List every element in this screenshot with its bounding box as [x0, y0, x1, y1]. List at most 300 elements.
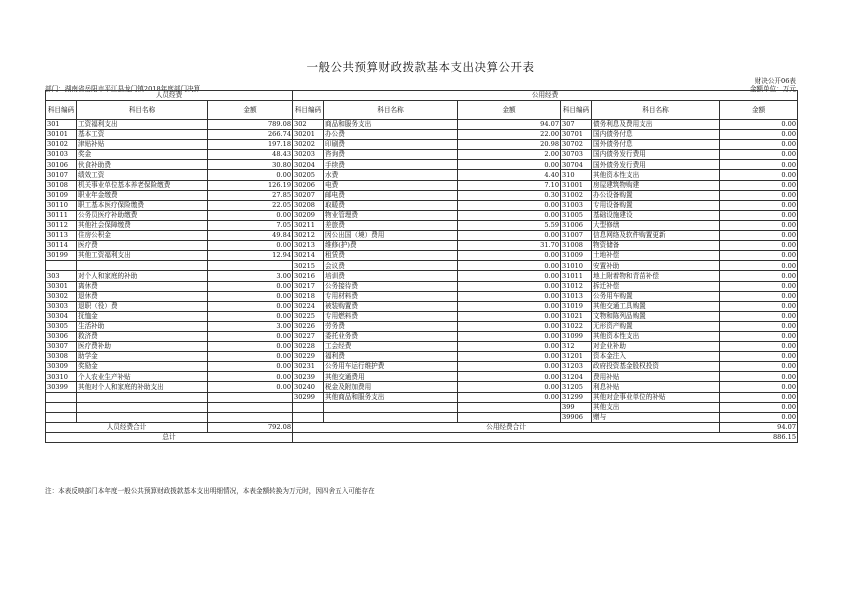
cell-amount: 0.00 [208, 382, 293, 392]
cell-code: 303 [46, 271, 77, 281]
header-amount: 金额 [458, 101, 561, 120]
cell-name: 租赁费 [324, 251, 458, 261]
cell-amount: 0.00 [720, 311, 798, 321]
cell-amount [208, 392, 293, 402]
cell-name: 物业管理费 [324, 210, 458, 220]
cell-code: 30201 [293, 130, 324, 140]
cell-amount: 0.00 [208, 210, 293, 220]
table-row [46, 170, 798, 180]
cell-amount: 0.00 [458, 321, 561, 331]
cell-amount: 0.00 [720, 120, 798, 130]
cell-code: 30205 [293, 170, 324, 180]
cell-code: 30225 [293, 311, 324, 321]
cell-name: 水费 [324, 170, 458, 180]
header-code: 科目编码 [293, 101, 324, 120]
cell-amount: 30.80 [208, 160, 293, 170]
cell-amount: 0.00 [208, 281, 293, 291]
cell-name: 绩效工资 [77, 170, 208, 180]
cell-amount: 0.00 [720, 352, 798, 362]
cell-amount: 0.00 [720, 291, 798, 301]
cell-name: 咨询费 [324, 150, 458, 160]
personnel-total-value: 792.08 [208, 422, 293, 432]
cell-name: 救济费 [77, 331, 208, 341]
cell-name: 其他工资福利支出 [77, 251, 208, 261]
cell-amount: 0.00 [720, 140, 798, 150]
cell-amount [208, 402, 293, 412]
cell-code [46, 412, 77, 422]
table-row [46, 271, 798, 281]
cell-amount: 0.00 [720, 190, 798, 200]
cell-name: 医疗费 [77, 241, 208, 251]
cell-name: 房屋建筑物购建 [592, 180, 720, 190]
cell-name: 公务用车购置 [592, 291, 720, 301]
cell-name: 其他对个人和家庭的补助支出 [77, 382, 208, 392]
cell-amount: 0.00 [720, 372, 798, 382]
cell-name: 职业年金缴费 [77, 190, 208, 200]
header-amount: 金额 [720, 101, 798, 120]
cell-code: 31099 [561, 331, 592, 341]
cell-amount: 789.08 [208, 120, 293, 130]
cell-code: 30212 [293, 231, 324, 241]
cell-code: 31012 [561, 281, 592, 291]
cell-name: 物资储备 [592, 241, 720, 251]
cell-name [77, 402, 208, 412]
header-name: 科目名称 [77, 101, 208, 120]
cell-name: 职工基本医疗保险缴费 [77, 200, 208, 210]
totals-row [46, 422, 798, 432]
cell-name: 国外债务发行费用 [592, 160, 720, 170]
cell-code: 307 [561, 120, 592, 130]
cell-name: 专用燃料费 [324, 311, 458, 321]
grand-total-value: 886.15 [293, 432, 798, 442]
cell-name: 专用材料费 [324, 291, 458, 301]
cell-name: 其他资本性支出 [592, 170, 720, 180]
cell-name: 劳务费 [324, 321, 458, 331]
cell-amount: 0.00 [458, 352, 561, 362]
cell-code: 30103 [46, 150, 77, 160]
cell-amount: 0.00 [458, 200, 561, 210]
cell-name: 对企业补助 [592, 342, 720, 352]
cell-code: 30307 [46, 342, 77, 352]
table-row [46, 231, 798, 241]
cell-code: 31204 [561, 372, 592, 382]
cell-code: 31005 [561, 210, 592, 220]
cell-amount: 3.00 [208, 321, 293, 331]
cell-code: 30211 [293, 220, 324, 230]
cell-code [46, 402, 77, 412]
cell-code: 30224 [293, 301, 324, 311]
table-row [46, 291, 798, 301]
cell-name: 办公设备购置 [592, 190, 720, 200]
table-row [46, 200, 798, 210]
cell-amount: 7.05 [208, 220, 293, 230]
cell-name: 土地补偿 [592, 251, 720, 261]
cell-code: 30203 [293, 150, 324, 160]
cell-code: 30199 [46, 251, 77, 261]
cell-amount: 0.00 [458, 392, 561, 402]
cell-amount: 2.00 [458, 150, 561, 160]
public-total-label: 公用经费合计 [293, 422, 720, 432]
cell-amount: 0.00 [720, 281, 798, 291]
cell-name: 会议费 [324, 261, 458, 271]
cell-code: 31021 [561, 311, 592, 321]
cell-name: 信息网络及软件购置更新 [592, 231, 720, 241]
cell-code: 30202 [293, 140, 324, 150]
table-row [46, 241, 798, 251]
cell-amount: 0.00 [458, 251, 561, 261]
table-row [46, 130, 798, 140]
cell-code: 31008 [561, 241, 592, 251]
cell-code: 31022 [561, 321, 592, 331]
cell-code: 30109 [46, 190, 77, 200]
cell-name: 公务员医疗补助缴费 [77, 210, 208, 220]
cell-code: 31002 [561, 190, 592, 200]
cell-amount: 0.00 [720, 362, 798, 372]
cell-name: 基本工资 [77, 130, 208, 140]
cell-name: 资本金注入 [592, 352, 720, 362]
cell-name: 津贴补贴 [77, 140, 208, 150]
cell-name: 印刷费 [324, 140, 458, 150]
cell-name: 医疗费补助 [77, 342, 208, 352]
cell-amount: 0.00 [458, 311, 561, 321]
cell-code: 30308 [46, 352, 77, 362]
cell-name: 对个人和家庭的补助 [77, 271, 208, 281]
cell-name: 电费 [324, 180, 458, 190]
cell-code: 30108 [46, 180, 77, 190]
table-row [46, 150, 798, 160]
cell-code: 30114 [46, 241, 77, 251]
cell-amount: 0.00 [458, 231, 561, 241]
cell-name [324, 402, 458, 412]
cell-amount [208, 412, 293, 422]
unit-label: 金额单位：万元 [749, 85, 796, 93]
table-row [46, 382, 798, 392]
cell-code: 30310 [46, 372, 77, 382]
cell-code: 30113 [46, 231, 77, 241]
cell-name: 邮电费 [324, 190, 458, 200]
cell-amount: 0.00 [720, 382, 798, 392]
cell-name: 国内债务付息 [592, 130, 720, 140]
cell-name: 公务用车运行维护费 [324, 362, 458, 372]
header-row-group [46, 91, 798, 101]
table-row [46, 160, 798, 170]
cell-code: 30399 [46, 382, 77, 392]
cell-amount: 0.00 [720, 241, 798, 251]
cell-code: 30215 [293, 261, 324, 271]
cell-code: 30701 [561, 130, 592, 140]
cell-name: 其他商品和服务支出 [324, 392, 458, 402]
footnote: 注：本表反映部门本年度一般公共预算财政拨款基本支出明细情况，本表金额转换为万元时，因四舍五入可能存在 [45, 487, 375, 495]
cell-amount: 0.00 [208, 362, 293, 372]
cell-code: 302 [293, 120, 324, 130]
cell-code: 30228 [293, 342, 324, 352]
table-row [46, 362, 798, 372]
public-total-value: 94.07 [720, 422, 798, 432]
cell-name: 文物和陈列品购置 [592, 311, 720, 321]
cell-amount: 22.00 [458, 130, 561, 140]
cell-amount [458, 412, 561, 422]
cell-amount: 12.94 [208, 251, 293, 261]
header-personnel: 人员经费 [46, 91, 293, 101]
cell-name: 维修(护)费 [324, 241, 458, 251]
cell-name: 其他支出 [592, 402, 720, 412]
table-row [46, 261, 798, 271]
header-amount: 金额 [208, 101, 293, 120]
cell-name: 其他交通费用 [324, 372, 458, 382]
cell-code: 30107 [46, 170, 77, 180]
cell-code: 30303 [46, 301, 77, 311]
cell-code: 30304 [46, 311, 77, 321]
header-name: 科目名称 [324, 101, 458, 120]
cell-name: 福利费 [324, 352, 458, 362]
cell-amount: 31.70 [458, 241, 561, 251]
cell-amount: 0.00 [720, 231, 798, 241]
cell-name: 因公出国（境）费用 [324, 231, 458, 241]
cell-code [293, 402, 324, 412]
table-row [46, 190, 798, 200]
cell-code: 30102 [46, 140, 77, 150]
cell-code: 31003 [561, 200, 592, 210]
table-row [46, 372, 798, 382]
table-row [46, 342, 798, 352]
cell-code: 31205 [561, 382, 592, 392]
cell-name: 手续费 [324, 160, 458, 170]
cell-code: 31201 [561, 352, 592, 362]
cell-code: 30704 [561, 160, 592, 170]
cell-code: 30305 [46, 321, 77, 331]
cell-code [293, 412, 324, 422]
cell-amount: 0.00 [208, 372, 293, 382]
cell-code: 312 [561, 342, 592, 352]
cell-name: 伙食补助费 [77, 160, 208, 170]
cell-amount: 0.00 [720, 170, 798, 180]
cell-amount: 0.00 [458, 342, 561, 352]
table-row [46, 321, 798, 331]
cell-amount: 20.98 [458, 140, 561, 150]
cell-name: 助学金 [77, 352, 208, 362]
cell-code: 30206 [293, 180, 324, 190]
cell-code: 30110 [46, 200, 77, 210]
table-row [46, 140, 798, 150]
personnel-total-label: 人员经费合计 [46, 422, 208, 432]
cell-code: 31006 [561, 220, 592, 230]
table-row [46, 251, 798, 261]
cell-name [77, 261, 208, 271]
cell-name: 债务利息及费用支出 [592, 120, 720, 130]
cell-amount: 0.00 [720, 342, 798, 352]
cell-amount: 0.00 [458, 261, 561, 271]
cell-code: 30309 [46, 362, 77, 372]
cell-name: 委托业务费 [324, 331, 458, 341]
cell-amount: 0.00 [208, 331, 293, 341]
cell-amount: 3.00 [208, 271, 293, 281]
cell-amount: 0.00 [720, 301, 798, 311]
cell-code: 31007 [561, 231, 592, 241]
cell-name: 被装购置费 [324, 301, 458, 311]
cell-name: 抚恤金 [77, 311, 208, 321]
cell-amount: 0.30 [458, 190, 561, 200]
cell-amount: 197.18 [208, 140, 293, 150]
cell-name: 工会经费 [324, 342, 458, 352]
cell-code: 31001 [561, 180, 592, 190]
cell-amount: 0.00 [720, 402, 798, 412]
cell-amount: 0.00 [720, 261, 798, 271]
cell-amount: 0.00 [208, 342, 293, 352]
cell-amount: 0.00 [458, 362, 561, 372]
cell-name: 工资福利支出 [77, 120, 208, 130]
table-row [46, 402, 798, 412]
table-row [46, 331, 798, 341]
header-name: 科目名称 [592, 101, 720, 120]
cell-name [324, 412, 458, 422]
cell-amount: 5.59 [458, 220, 561, 230]
cell-amount: 0.00 [720, 392, 798, 402]
table-row [46, 301, 798, 311]
cell-amount [458, 402, 561, 412]
cell-amount: 0.00 [458, 382, 561, 392]
cell-code: 30239 [293, 372, 324, 382]
cell-code [46, 261, 77, 271]
cell-code: 30217 [293, 281, 324, 291]
cell-amount: 0.00 [458, 271, 561, 281]
cell-code: 301 [46, 120, 77, 130]
cell-code: 30216 [293, 271, 324, 281]
cell-code: 30106 [46, 160, 77, 170]
cell-name: 地上附着物和青苗补偿 [592, 271, 720, 281]
cell-amount: 0.00 [720, 130, 798, 140]
cell-code: 30208 [293, 200, 324, 210]
cell-amount: 0.00 [720, 150, 798, 160]
cell-name: 取暖费 [324, 200, 458, 210]
header-public: 公用经费 [293, 91, 798, 101]
cell-amount: 0.00 [458, 372, 561, 382]
cell-name: 退职（役）费 [77, 301, 208, 311]
cell-name: 其他社会保障缴费 [77, 220, 208, 230]
table-row [46, 392, 798, 402]
cell-name [77, 392, 208, 402]
cell-name: 机关事业单位基本养老保险缴费 [77, 180, 208, 190]
table-row [46, 281, 798, 291]
cell-amount: 266.74 [208, 130, 293, 140]
cell-amount: 94.07 [458, 120, 561, 130]
cell-name: 办公费 [324, 130, 458, 140]
header-code: 科目编码 [561, 101, 592, 120]
cell-amount: 0.00 [458, 301, 561, 311]
table-row [46, 352, 798, 362]
cell-code: 30111 [46, 210, 77, 220]
cell-code: 30218 [293, 291, 324, 301]
cell-code: 30209 [293, 210, 324, 220]
cell-amount: 27.85 [208, 190, 293, 200]
cell-amount: 0.00 [720, 160, 798, 170]
cell-amount: 0.00 [208, 301, 293, 311]
cell-code: 310 [561, 170, 592, 180]
cell-amount: 0.00 [208, 170, 293, 180]
cell-code: 30227 [293, 331, 324, 341]
form-number: 财决公开06表 [754, 77, 796, 85]
page-title: 一般公共预算财政拨款基本支出决算公开表 [306, 60, 535, 74]
cell-name: 国内债务发行费用 [592, 150, 720, 160]
cell-code [46, 392, 77, 402]
cell-amount [208, 261, 293, 271]
cell-code: 30204 [293, 160, 324, 170]
table-row [46, 210, 798, 220]
cell-name: 专用设备购置 [592, 200, 720, 210]
table-row [46, 220, 798, 230]
cell-amount: 0.00 [720, 251, 798, 261]
cell-name: 无形资产购置 [592, 321, 720, 331]
cell-name: 生活补助 [77, 321, 208, 331]
cell-name: 培训费 [324, 271, 458, 281]
cell-code: 30240 [293, 382, 324, 392]
cell-code: 30226 [293, 321, 324, 331]
cell-amount: 0.00 [720, 271, 798, 281]
cell-name: 个人农业生产补贴 [77, 372, 208, 382]
cell-amount: 0.00 [208, 352, 293, 362]
cell-name: 奖励金 [77, 362, 208, 372]
cell-amount: 0.00 [458, 331, 561, 341]
cell-code: 30213 [293, 241, 324, 251]
cell-name: 其他资本性支出 [592, 331, 720, 341]
cell-amount: 0.00 [458, 210, 561, 220]
cell-amount: 0.00 [208, 311, 293, 321]
table-row [46, 311, 798, 321]
cell-name: 安置补助 [592, 261, 720, 271]
cell-amount: 4.40 [458, 170, 561, 180]
cell-code: 30302 [46, 291, 77, 301]
cell-code: 31013 [561, 291, 592, 301]
cell-code: 30207 [293, 190, 324, 200]
cell-name: 商品和服务支出 [324, 120, 458, 130]
cell-code: 30301 [46, 281, 77, 291]
cell-code: 39906 [561, 412, 592, 422]
cell-name: 差旅费 [324, 220, 458, 230]
cell-code: 30703 [561, 150, 592, 160]
cell-name: 退休费 [77, 291, 208, 301]
table-row [46, 120, 798, 130]
cell-code: 31019 [561, 301, 592, 311]
cell-amount: 0.00 [720, 220, 798, 230]
department-label: 部门：湖南省岳阳市平江县龙门镇2018年度部门决算 [45, 85, 201, 93]
grand-total-label: 总计 [46, 432, 293, 442]
table-row [46, 412, 798, 422]
cell-name: 住房公积金 [77, 231, 208, 241]
cell-name: 公务接待费 [324, 281, 458, 291]
cell-name: 其他交通工具购置 [592, 301, 720, 311]
cell-code: 31010 [561, 261, 592, 271]
cell-amount: 0.00 [208, 291, 293, 301]
cell-amount: 7.10 [458, 180, 561, 190]
cell-name: 税金及附加费用 [324, 382, 458, 392]
cell-amount: 0.00 [720, 210, 798, 220]
cell-code: 30214 [293, 251, 324, 261]
cell-name [77, 412, 208, 422]
cell-code: 30231 [293, 362, 324, 372]
cell-amount: 0.00 [458, 160, 561, 170]
cell-name: 国外债务付息 [592, 140, 720, 150]
table-row [46, 180, 798, 190]
cell-name: 奖金 [77, 150, 208, 160]
cell-name: 政府投资基金股权投资 [592, 362, 720, 372]
header-code: 科目编码 [46, 101, 77, 120]
cell-code: 31009 [561, 251, 592, 261]
cell-name: 离休费 [77, 281, 208, 291]
cell-amount: 0.00 [720, 321, 798, 331]
cell-amount: 48.43 [208, 150, 293, 160]
cell-amount: 0.00 [720, 180, 798, 190]
cell-amount: 22.05 [208, 200, 293, 210]
cell-amount: 0.00 [720, 200, 798, 210]
